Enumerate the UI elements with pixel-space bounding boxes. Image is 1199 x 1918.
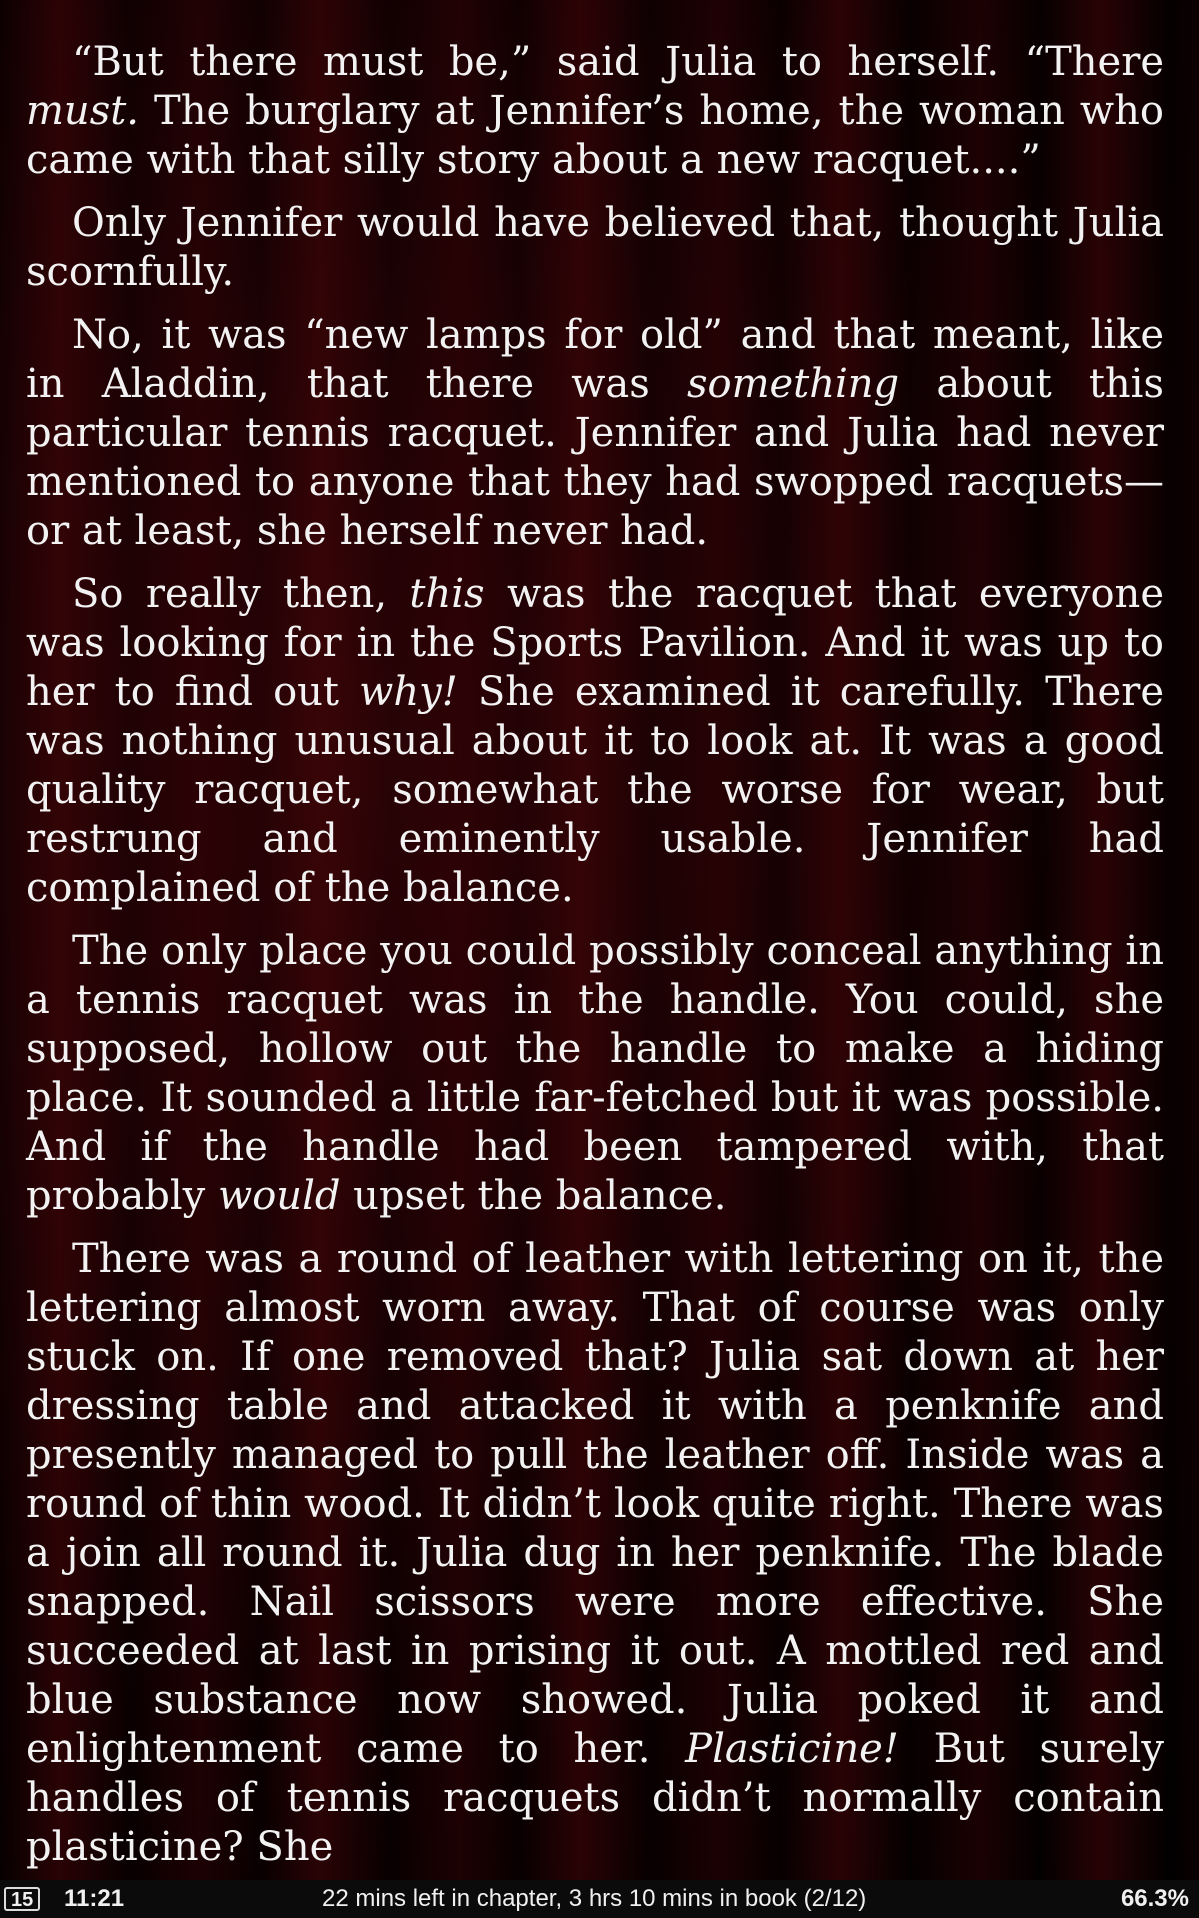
text-run: The only place you could possibly conceal anything in a tennis racquet was in the handle. You could, she supposed, hollow out the handle to make a hiding place. It sounded a little far-fetched but it was possible. And if the handle had been tampered with, that probably: [26, 928, 1164, 1219]
clock: 11:21: [64, 1885, 125, 1912]
text-run: upset the balance.: [340, 1173, 727, 1219]
text-run: about this particular tennis racquet. Jennifer and Julia had never mentioned to anyone that they had swopped racquets—or at least, she herself never had.: [26, 361, 1164, 554]
paragraph: [26, 570, 1164, 913]
text-run: She examined it carefully. There was nothing unusual about it to look at. It was a good quality racquet, somewhat the worse for wear, but restrung and eminently usable. Jennifer had complained of the balance.: [26, 669, 1164, 911]
emphasized-text: why!: [359, 669, 458, 715]
emphasized-text: something: [686, 361, 900, 407]
text-run: Only Jennifer would have believed that, thought Julia scornfully.: [26, 200, 1164, 295]
paragraph: [26, 199, 1164, 297]
status-bar: [0, 1880, 1199, 1918]
emphasized-text: would: [217, 1173, 341, 1219]
paragraph: [26, 1235, 1164, 1872]
text-run: So really then,: [72, 571, 410, 617]
paragraph: [26, 38, 1164, 185]
emphasized-text: Plasticine!: [685, 1726, 899, 1772]
emphasized-text: this: [409, 571, 485, 617]
emphasized-text: must.: [26, 88, 140, 134]
paragraph: [26, 311, 1164, 556]
paragraph: [26, 927, 1164, 1221]
reading-progress-text: 22 mins left in chapter, 3 hrs 10 mins in book (2/12): [322, 1885, 867, 1912]
text-run: But surely handles of tennis racquets didn’t normally contain plasticine? She: [26, 1726, 1165, 1870]
text-run: The burglary at Jennifer’s home, the woman who came with that silly story about a new racquet....”: [26, 88, 1164, 183]
book-text[interactable]: [26, 38, 1164, 1886]
text-run: No, it was “new lamps for old” and that meant, like in Aladdin, that there was: [26, 312, 1164, 407]
text-run: “But there must be,” said Julia to herself. “There: [72, 39, 1164, 85]
text-run: was the racquet that everyone was looking for in the Sports Pavilion. And it was up to her to find out: [26, 571, 1164, 715]
battery-icon: 15: [4, 1887, 40, 1911]
book-percent: 66.3%: [1120, 1885, 1189, 1912]
text-run: There was a round of leather with lettering on it, the lettering almost worn away. That of course was only stuck on. If one removed that? Julia sat down at her dressing table and attacked it with a penknife and presently managed to pull the leather off. Inside was a round of thin wood. It didn’t look quite right. There was a join all round it. Julia dug in her penknife. The blade snapped. Nail scissors were more effective. She succeeded at last in prising it out. A mottled red and blue substance now showed. Julia poked it and enlightenment came to her.: [26, 1236, 1164, 1772]
